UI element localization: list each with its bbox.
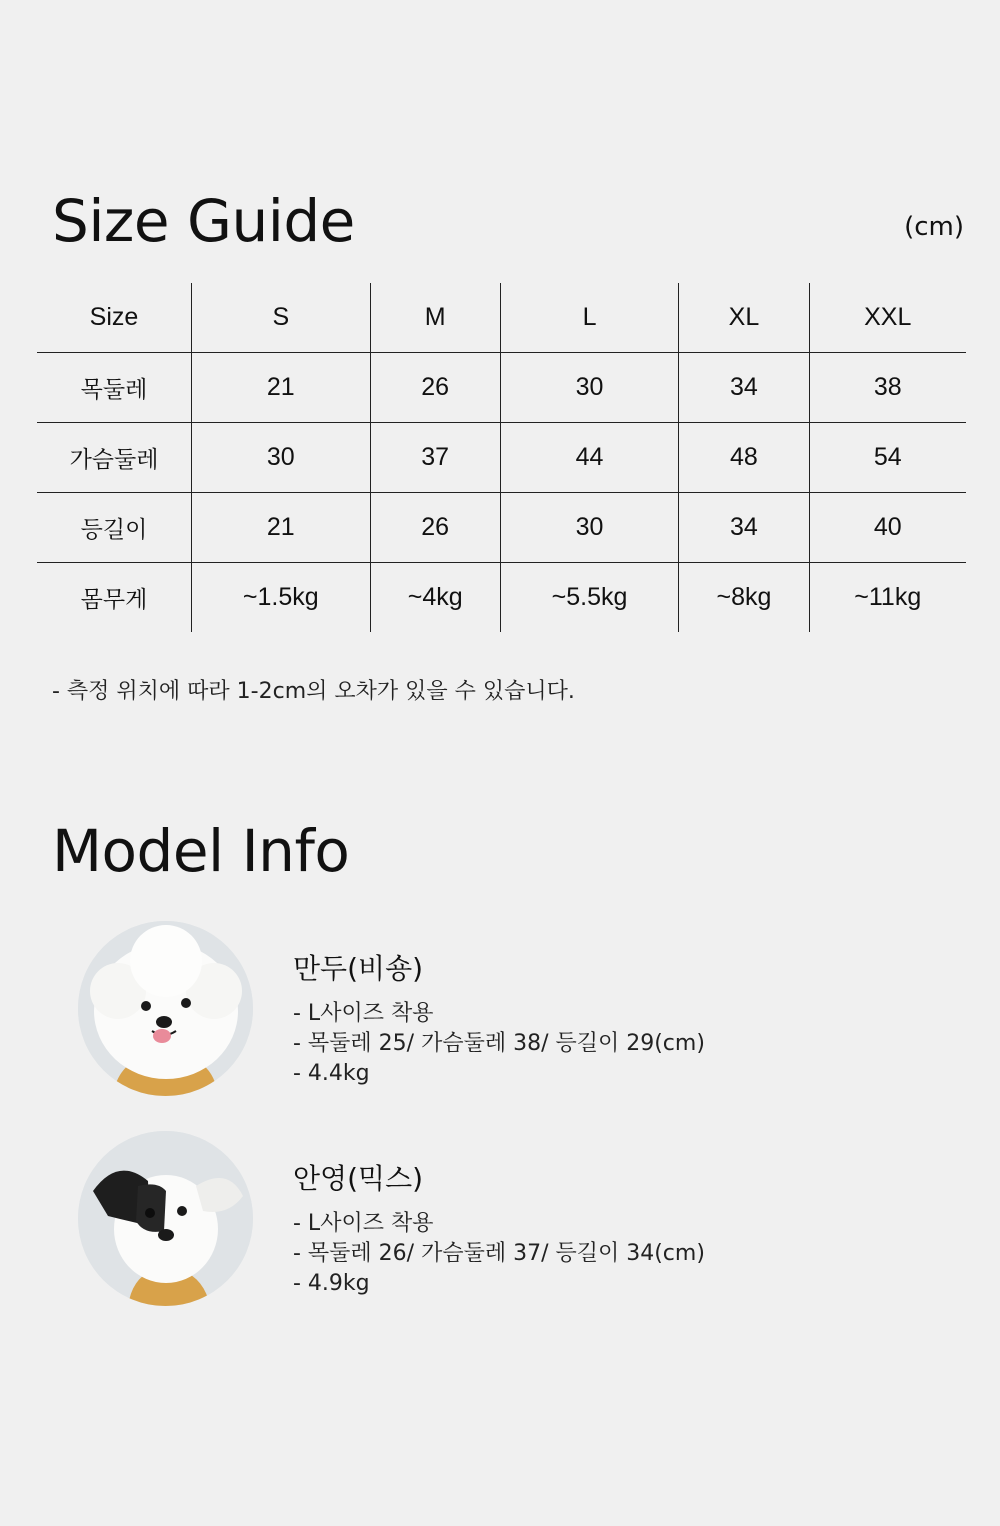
model-detail-line: - L사이즈 착용 (293, 1001, 434, 1026)
model-detail-line: - 목둘레 25/ 가슴둘레 38/ 등길이 29(cm) (293, 1031, 705, 1056)
table-cell: 48 (679, 423, 809, 493)
model-info-title: Model Info (52, 817, 350, 885)
row-label: 가슴둘레 (37, 423, 192, 493)
size-table (37, 283, 966, 632)
model-detail-line: - L사이즈 착용 (293, 1211, 434, 1236)
table-cell: 30 (500, 353, 679, 423)
measurement-note: - 측정 위치에 따라 1-2cm의 오차가 있을 수 있습니다. (52, 679, 575, 704)
table-header-row (37, 283, 966, 353)
white-bichon-dog-photo (78, 921, 253, 1096)
table-cell: 34 (679, 353, 809, 423)
model-detail-line: - 목둘레 26/ 가슴둘레 37/ 등길이 34(cm) (293, 1241, 705, 1266)
table-cell: 30 (500, 493, 679, 563)
header-cell: Size (89, 303, 139, 331)
table-cell: 26 (370, 353, 500, 423)
header-cell: XL (679, 283, 809, 353)
table-cell: 34 (679, 493, 809, 563)
table-row (37, 563, 966, 633)
model-detail-line: - 4.4kg (293, 1061, 370, 1086)
table-row (37, 423, 966, 493)
header-cell: S (192, 283, 371, 353)
table-row (37, 353, 966, 423)
table-cell: 40 (809, 493, 966, 563)
row-label: 목둘레 (37, 353, 192, 423)
table-cell: 54 (809, 423, 966, 493)
table-cell: 44 (500, 423, 679, 493)
table-cell: 38 (809, 353, 966, 423)
table-row (37, 493, 966, 563)
model-name: 만두(비숑) (293, 952, 424, 985)
row-label: 몸무게 (37, 563, 192, 633)
table-cell: ~8kg (679, 563, 809, 633)
header-cell: M (370, 283, 500, 353)
header-cell: XXL (809, 283, 966, 353)
black-white-mixed-dog-photo (78, 1131, 253, 1306)
model-name: 안영(믹스) (293, 1162, 424, 1195)
model-card (78, 1131, 958, 1307)
model-card (78, 921, 958, 1097)
table-cell: ~11kg (809, 563, 966, 633)
bichon-illustration (78, 921, 253, 1096)
table-cell: 21 (192, 493, 371, 563)
table-cell: 21 (192, 353, 371, 423)
table-cell: ~1.5kg (192, 563, 371, 633)
table-cell: 37 (370, 423, 500, 493)
table-cell: ~5.5kg (500, 563, 679, 633)
header-cell: L (500, 283, 679, 353)
model-details (293, 999, 705, 1089)
row-label: 등길이 (37, 493, 192, 563)
model-detail-line: - 4.9kg (293, 1271, 370, 1296)
size-guide-title: Size Guide (52, 187, 355, 255)
mixed-dog-illustration (78, 1131, 253, 1306)
model-details (293, 1209, 705, 1299)
table-cell: ~4kg (370, 563, 500, 633)
table-cell: 30 (192, 423, 371, 493)
table-cell: 26 (370, 493, 500, 563)
unit-label: (cm) (904, 212, 964, 242)
